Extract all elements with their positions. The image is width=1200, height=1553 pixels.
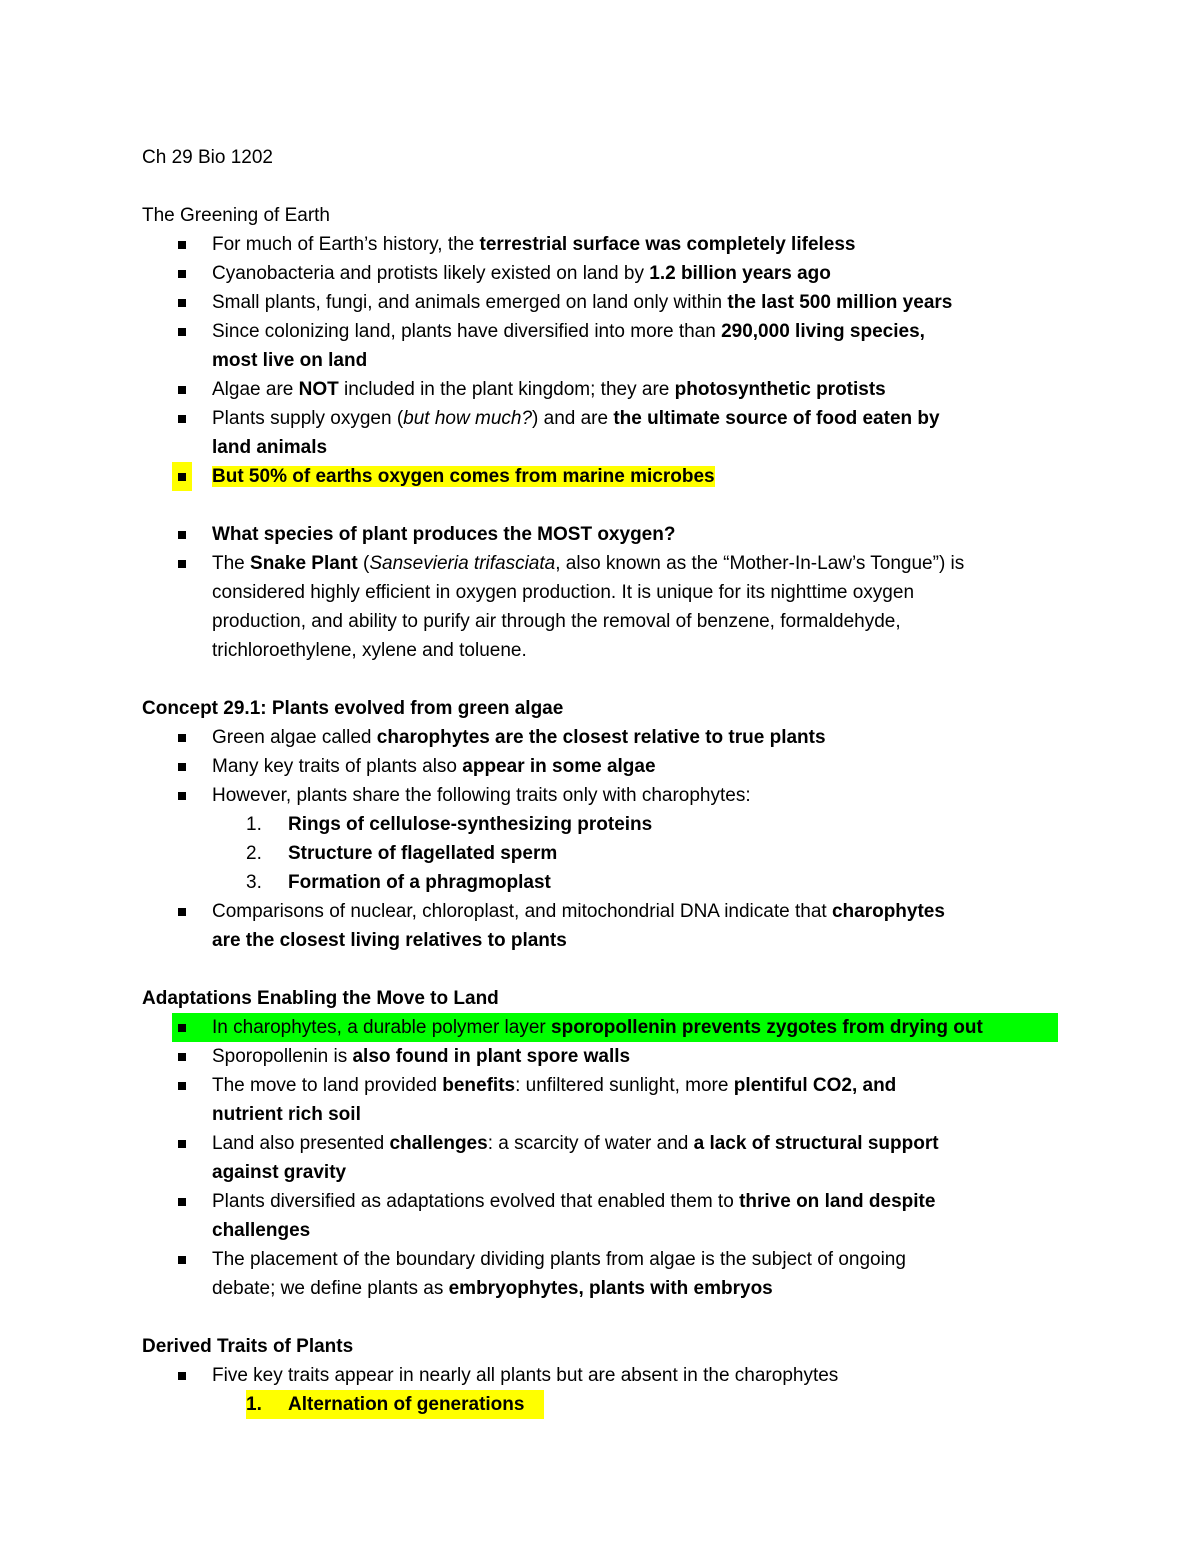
list-item: Sporopollenin is also found in plant spore walls — [142, 1042, 1072, 1071]
spacer — [142, 1303, 1072, 1332]
list-item: Many key traits of plants also appear in some algae — [142, 752, 1072, 781]
list-item: The Snake Plant (Sansevieria trifasciata, also known as the “Mother-In-Law’s Tongue”) is considered highly efficient in oxygen production. It is unique for its nighttime oxygen production, and ability to purify air through the removal of benzene, formaldehyde, trichloroethylene, xylene and toluene. — [142, 549, 1072, 665]
list-item: Green algae called charophytes are the closest relative to true plants — [142, 723, 1072, 752]
square-bullet-icon — [178, 763, 186, 771]
square-bullet-icon — [178, 241, 186, 249]
section-heading-greening-of-earth: The Greening of Earth — [142, 205, 330, 226]
square-bullet-icon — [178, 560, 186, 568]
square-bullet-icon — [178, 792, 186, 800]
numbered-item: 2. Structure of flagellated sperm — [246, 843, 558, 864]
square-bullet-icon — [178, 1256, 186, 1264]
bullet-list-adaptations — [142, 1013, 1072, 1303]
square-bullet-icon — [178, 1024, 186, 1032]
list-item: Small plants, fungi, and animals emerged on land only within the last 500 million years — [142, 288, 1072, 317]
list-item: Plants supply oxygen (but how much?) and are the ultimate source of food eaten by land animals — [142, 404, 1072, 462]
document-page — [142, 143, 1072, 1419]
list-item: Since colonizing land, plants have diversified into more than 290,000 living species, most live on land — [142, 317, 1072, 375]
numbered-item: 3. Formation of a phragmoplast — [246, 872, 551, 893]
spacer — [142, 955, 1072, 984]
list-item: Plants diversified as adaptations evolved that enabled them to thrive on land despite challenges — [142, 1187, 1072, 1245]
list-item: Algae are NOT included in the plant kingdom; they are photosynthetic protists — [142, 375, 1072, 404]
list-item: However, plants share the following traits only with charophytes: — [142, 781, 1072, 810]
list-item: Comparisons of nuclear, chloroplast, and mitochondrial DNA indicate that charophytes are the closest living relatives to plants — [142, 897, 1072, 955]
square-bullet-icon — [178, 299, 186, 307]
bullet-list-concept-2 — [142, 897, 1072, 955]
list-item: The placement of the boundary dividing plants from algae is the subject of ongoing debate; we define plants as embryophytes, plants with embryos — [142, 1245, 1072, 1303]
section-heading-concept-29-1: Concept 29.1: Plants evolved from green algae — [142, 698, 564, 719]
section-heading-derived-traits: Derived Traits of Plants — [142, 1336, 354, 1357]
bullet-list-derived — [142, 1361, 1072, 1390]
list-item: Five key traits appear in nearly all plants but are absent in the charophytes — [142, 1361, 1072, 1390]
square-bullet-icon — [178, 473, 186, 481]
spacer — [142, 665, 1072, 694]
list-item: What species of plant produces the MOST oxygen? — [142, 520, 1072, 549]
bullet-list-concept — [142, 723, 1072, 810]
list-item: Cyanobacteria and protists likely existed on land by 1.2 billion years ago — [142, 259, 1072, 288]
square-bullet-icon — [178, 531, 186, 539]
square-bullet-icon — [178, 1198, 186, 1206]
square-bullet-icon — [178, 270, 186, 278]
square-bullet-icon — [178, 328, 186, 336]
square-bullet-icon — [178, 1140, 186, 1148]
list-item: Land also presented challenges: a scarcity of water and a lack of structural support against gravity — [142, 1129, 1072, 1187]
document-title: Ch 29 Bio 1202 — [142, 147, 273, 168]
square-bullet-icon — [178, 734, 186, 742]
spacer — [142, 491, 1072, 520]
square-bullet-icon — [178, 1372, 186, 1380]
square-bullet-icon — [178, 1053, 186, 1061]
square-bullet-icon — [178, 1082, 186, 1090]
numbered-item: 1. Rings of cellulose-synthesizing proteins — [246, 814, 653, 835]
square-bullet-icon — [178, 386, 186, 394]
numbered-list-derived — [142, 1390, 1072, 1419]
square-bullet-icon — [178, 415, 186, 423]
list-item-highlighted: But 50% of earths oxygen comes from marine microbes — [142, 462, 1072, 491]
bullet-list-greening — [142, 230, 1072, 491]
list-item: The move to land provided benefits: unfiltered sunlight, more plentiful CO2, and nutrient rich soil — [142, 1071, 1072, 1129]
numbered-list-traits — [142, 810, 1072, 897]
list-item-highlighted: In charophytes, a durable polymer layer sporopollenin prevents zygotes from drying out — [142, 1013, 1072, 1042]
numbered-item-highlighted: 1. Alternation of generations — [142, 1390, 1072, 1419]
list-item: For much of Earth’s history, the terrestrial surface was completely lifeless — [142, 230, 1072, 259]
section-heading-adaptations: Adaptations Enabling the Move to Land — [142, 988, 499, 1009]
square-bullet-icon — [178, 908, 186, 916]
bullet-list-snake-plant — [142, 520, 1072, 665]
